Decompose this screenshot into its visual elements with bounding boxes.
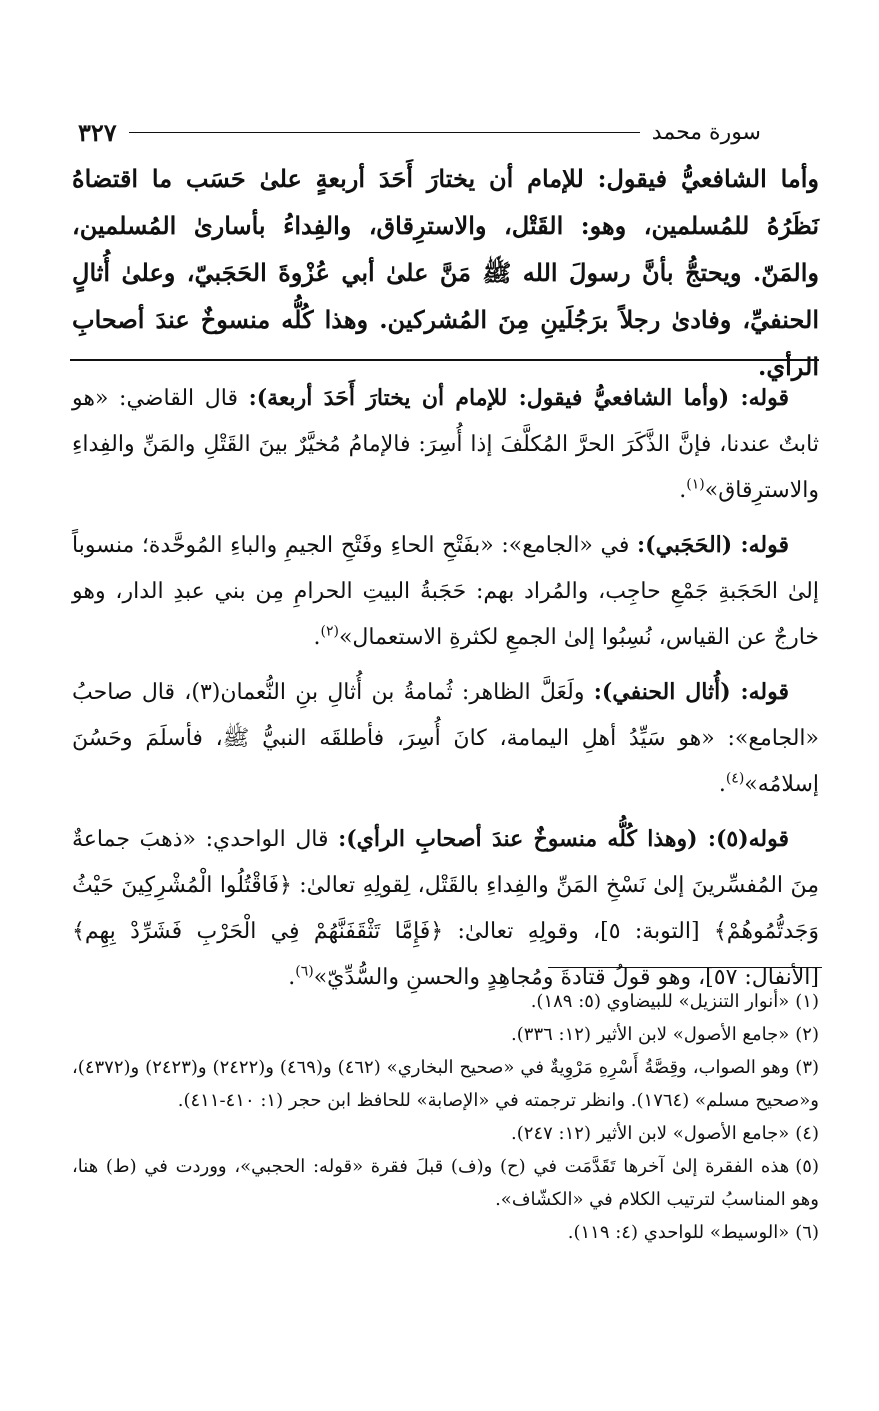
footnote-number: (٦) [795,1222,819,1243]
footnote-ref: (١) [686,476,705,493]
footnote [72,1216,819,1249]
footnote [72,1018,819,1051]
footnote-ref: (٤) [725,770,745,787]
footnote-text: «جامع الأصول» لابن الأثير (١٢: ٣٣٦). [511,1024,790,1045]
footnote-number: (٢) [795,1024,819,1045]
commentary-text: في «الجامع»: «بفَتْحِ الحاءِ وفَتْحِ الجيمِ والباءِ المُوحَّدة؛ منسوباً إلىٰ الحَجَبةِ جَمْعِ حاجِب، والمُراد بهم: حَجَبةُ البيتِ الحرامِ مِن بني عبدِ الدار، وهو خارجٌ عن القياس، نُسِبُوا إلىٰ الجمعِ لكثرةِ الاستعمال» [72,533,819,650]
commentary-lemma: قوله: (وأما الشافعيُّ فيقول: للإمام أن يختارَ أَحَدَ أربعة): [248,385,790,411]
commentary-end: . [718,772,726,797]
footnote-text: هذه الفقرة إلىٰ آخرها تَقَدَّمَت في (ح) و(ف) قبلَ فقرة «قوله: الحجبي»، ووردت في (ط) هنا، وهو المناسبُ لترتيب الكلام في «الكشّاف». [72,1156,819,1210]
footnote-number: (١) [795,991,819,1012]
commentary-end: . [313,625,321,650]
footnote [72,985,819,1018]
footnote-number: (٤) [795,1123,819,1144]
main-text-block [72,155,819,390]
commentary-paragraph [72,816,819,1001]
footnote-number: (٥) [795,1156,819,1177]
header-rule [129,132,640,133]
footnote [72,1117,819,1150]
commentary-text: قال القاضي: «هو ثابتٌ عندنا، فإنَّ الذَّكَرَ الحرَّ المُكلَّفَ إذا أُسِرَ: فالإمامُ مُخيَّرٌ بينَ القَتْلِ والمَنِّ والفِداءِ والاسترِقاق» [72,386,819,503]
footnotes-block [72,985,819,1249]
commentary-end: . [679,478,687,503]
commentary-block [72,375,819,1009]
footnote-rule [548,967,822,968]
commentary-paragraph [72,669,819,808]
commentary-paragraph [72,375,819,514]
commentary-paragraph [72,522,819,661]
commentary-end: . [288,965,296,990]
commentary-text: قال الواحدي: «ذهبَ جماعةٌ مِنَ المُفسِّرينَ إلىٰ نَسْخِ المَنِّ والفِداءِ بالقَتْل، لِقولِهِ تعالىٰ: ﴿فَاقْتُلُوا الْمُشْرِكِينَ حَيْثُ وَجَدتُّمُوهُمْ﴾ [التوبة: ٥]، وقولِهِ تعالىٰ: ﴿فَإِمَّا تَثْقَفَنَّهُمْ فِي الْحَرْبِ فَشَرِّدْ بِهِم﴾ [الأنفال: ٥٧]، وهو قولُ قتادةَ ومُجاهِدٍ والحسنِ والسُّدِّيّ» [72,827,819,990]
footnote-text: «جامع الأصول» لابن الأثير (١٢: ٢٤٧). [511,1123,790,1144]
footnote-text: «أنوار التنزيل» للبيضاوي (٥: ١٨٩). [530,991,790,1012]
footnote [72,1051,819,1117]
commentary-lemma: قوله(٥): (وهذا كُلُّه منسوخٌ عندَ أصحابِ الرأي): [338,826,789,852]
commentary-text: ولَعَلَّ الظاهر: ثُمامةُ بن أُثالِ بنِ النُّعمان(٣)، قال صاحبُ «الجامع»: «هو سَيِّدُ أهلِ اليمامة، كانَ أُسِرَ، فأطلقَه النبيُّ ﷺ، فأسلَمَ وحَسُنَ إسلامُه» [72,680,819,797]
footnote [72,1150,819,1216]
footnote-number: (٣) [795,1057,820,1078]
footnote-ref: (٢) [320,623,339,640]
page-number: ٣٢٧ [78,117,117,147]
page-header [78,112,761,152]
footnote-ref: (٦) [295,963,314,980]
commentary-lemma: قوله: (أُثال الحنفي): [593,679,789,705]
sura-title: سورة محمد [651,119,761,145]
main-text: وأما الشافعيُّ فيقول: للإمام أن يختارَ أَحَدَ أربعةٍ علىٰ حَسَب ما اقتضاهُ نَظَرُهُ للمُسلمين، وهو: القَتْل، والاسترِقاق، والفِداءُ بأسارىٰ المُسلمين، والمَنّ. ويحتجُّ بأنَّ رسولَ الله ﷺ مَنَّ علىٰ أبي عُزْوةَ الحَجَبيّ، وعلىٰ أُثالٍ الحنفيِّ، وفادىٰ رجلاً برَجُلَينِ مِنَ المُشركين. وهذا كُلُّه منسوخٌ عندَ أصحابِ الرأي. [72,164,819,381]
commentary-lemma: قوله: (الحَجَبي): [637,532,789,558]
footnote-text: وهو الصواب، وقِصَّةُ أَسْرِهِ مَرْوِيةٌ في «صحيح البخاري» (٤٦٢) و(٤٦٩) و(٢٤٢٢) و(٢٤٢٣) و(٤٣٧٢)، و«صحيح مسلم» (١٧٦٤). وانظر ترجمته في «الإصابة» للحافظ ابن حجر (١: ٤١٠-٤١١). [72,1057,819,1111]
main-divider [70,359,819,361]
footnote-text: «الوسيط» للواحدي (٤: ١١٩). [567,1222,790,1243]
